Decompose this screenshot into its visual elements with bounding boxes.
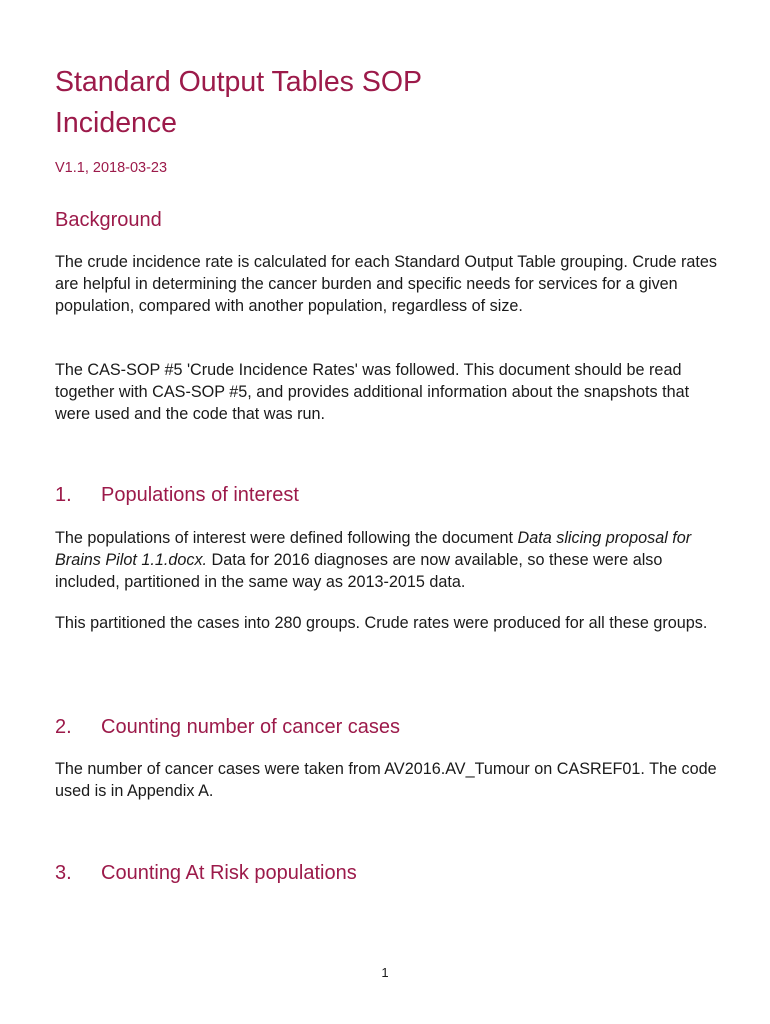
section-1-number: 1. (55, 484, 72, 506)
section-1-paragraph-1 (55, 527, 720, 593)
section-1-p1-text-a: The populations of interest were defined following the document (55, 529, 518, 547)
section-1-p1-document-name: Data slicing proposal for Brains Pilot 1.1.docx. (55, 529, 692, 569)
page-number: 1 (381, 965, 389, 980)
section-2-heading (55, 714, 400, 740)
document-title (55, 62, 715, 144)
background-paragraph-2: The CAS-SOP #5 'Crude Incidence Rates' was followed. This document should be read together with CAS-SOP #5, and provides additional information about the snapshots that were used and the code that was run. (55, 361, 690, 423)
section-2-number: 2. (55, 716, 72, 738)
version-date: V1.1, 2018-03-23 (55, 160, 168, 176)
background-paragraph-1: The crude incidence rate is calculated for each Standard Output Table grouping. Crude rates are helpful in determining the cancer burden and specific needs for services for a given population, compared with another population, regardless of size. (55, 253, 717, 315)
section-3-heading (55, 860, 357, 886)
section-3-number: 3. (55, 862, 72, 884)
section-2-title: Counting number of cancer cases (101, 716, 401, 738)
section-3-title: Counting At Risk populations (101, 862, 357, 884)
section-1-heading (55, 482, 299, 508)
section-1-title: Populations of interest (101, 484, 299, 506)
section-1-p1-text-b: Data for 2016 diagnoses are now available, so these were also included, partitioned in the same way as 2013-2015 data. (55, 551, 663, 591)
title-line-2: Incidence (55, 107, 178, 139)
background-heading: Background (55, 209, 162, 231)
title-line-1: Standard Output Tables SOP (55, 66, 423, 98)
section-2-paragraph-1: The number of cancer cases were taken from AV2016.AV_Tumour on CASREF01. The code used is in Appendix A. (55, 760, 717, 800)
section-1-paragraph-2: This partitioned the cases into 280 groups. Crude rates were produced for all these groups. (55, 614, 708, 632)
